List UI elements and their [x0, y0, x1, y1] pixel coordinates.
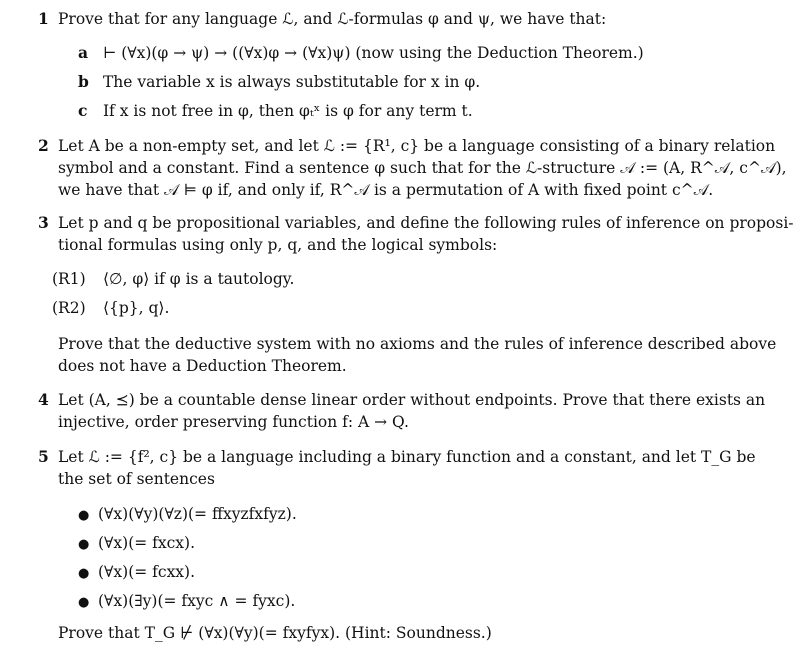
subitem-text: ⊢ (∀x)(φ → ψ) → ((∀x)φ → (∀x)ψ) (now using the Deduction Theorem.) [102, 44, 644, 62]
problem-text-line: Let ℒ := {f², c} be a language including a binary function and a constant, and let T_G be [58, 448, 756, 466]
problem-text-line: does not have a Deduction Theorem. [58, 357, 347, 375]
problem-text-line: injective, order preserving function f: A → Q. [58, 413, 409, 431]
problem-intro: Prove that for any language ℒ, and ℒ-formulas φ and ψ, we have that: [58, 10, 607, 28]
problem-text-line: symbol and a constant. Find a sentence φ such that for the ℒ-structure 𝒜 := (A, R^𝒜, c^𝒜), [58, 159, 787, 177]
problem-text-line: Let p and q be propositional variables, and define the following rules of inference on proposi- [58, 214, 794, 232]
rule-text: ⟨{p}, q⟩. [102, 299, 170, 317]
subitem-b [78, 71, 480, 93]
problem-text-line: tional formulas using only p, q, and the logical symbols: [58, 236, 498, 254]
subitem-label: c [78, 101, 88, 120]
subitem-label: a [78, 43, 89, 62]
subitem-c [78, 100, 473, 122]
bullet-icon: ● [78, 537, 90, 552]
problem-number: 5 [38, 447, 49, 466]
rule-r2 [52, 297, 169, 319]
problem-number: 4 [38, 390, 49, 409]
bullet-icon: ● [78, 595, 90, 610]
rule-text: ⟨∅, φ⟩ if φ is a tautology. [102, 270, 295, 288]
problem-number: 2 [38, 136, 49, 155]
sentence-item: (∀x)(∀y)(∀z)(= ffxyzfxfyz). [98, 505, 297, 523]
rule-r1 [52, 268, 294, 290]
rule-label: (R1) [52, 270, 86, 288]
subitem-text: If x is not free in φ, then φₜˣ is φ for any term t. [102, 102, 473, 120]
problem-text-line: we have that 𝒜 ⊨ φ if, and only if, R^𝒜 is a permutation of A with fixed point c^𝒜. [58, 181, 714, 199]
problem-number: 3 [38, 213, 49, 232]
problem-text-line: Let (A, ⪯) be a countable dense linear order without endpoints. Prove that there exists an [58, 391, 766, 409]
sentence-item: (∀x)(∃y)(= fxyc ∧ = fyxc). [98, 592, 296, 610]
subitem-text: The variable x is always substitutable for x in φ. [102, 73, 481, 91]
problem-text-line: the set of sentences [58, 470, 215, 488]
subitem-label: b [78, 72, 89, 91]
problem-conclusion: Prove that T_G ⊬ (∀x)(∀y)(= fxyfyx). (Hint: Soundness.) [58, 624, 492, 642]
bullet-icon: ● [78, 566, 90, 581]
subitem-a [78, 42, 644, 64]
rule-label: (R2) [52, 299, 86, 317]
problem-text-line: Let A be a non-empty set, and let ℒ := {R¹, c} be a language consisting of a binary relation [58, 137, 776, 155]
sentence-item: (∀x)(= fcxx). [98, 563, 196, 581]
problem-text-line: Prove that the deductive system with no axioms and the rules of inference described above [58, 335, 777, 353]
sentence-item: (∀x)(= fxcx). [98, 534, 196, 552]
bullet-icon: ● [78, 508, 90, 523]
problem-number: 1 [38, 9, 49, 28]
